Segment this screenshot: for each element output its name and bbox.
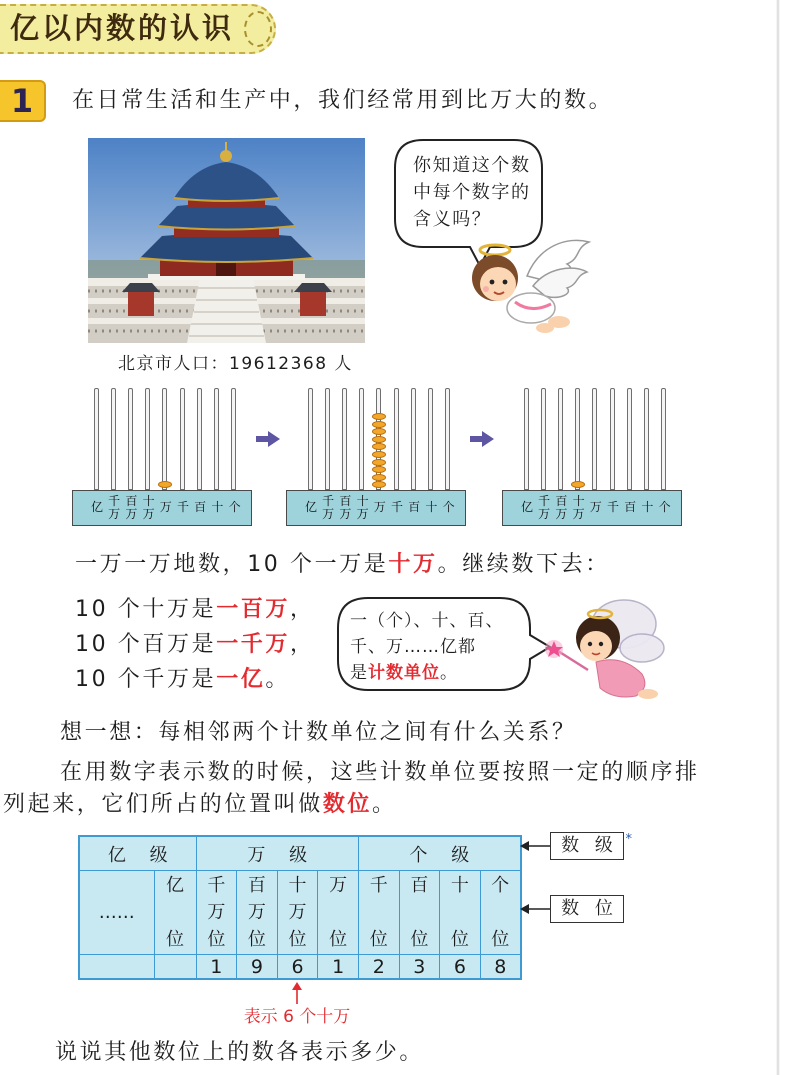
abacus-label-char: 百 [624,500,637,514]
footer-prompt: 说说其他数位上的数各表示多少。 [55,1040,425,1065]
place-row [79,871,521,955]
gold-finial [220,150,232,162]
bubble-units-pre: 是 [350,663,368,683]
bubble-units-line-3 [350,660,458,686]
digit-cell-empty [79,955,154,980]
counting-line-2 [75,632,315,658]
abacus-label-char: 万 [356,506,369,521]
abacus-place-label [658,491,672,524]
level-footnote-mark: * [625,832,632,847]
abacus-place-label [90,491,104,524]
paragraph-em: 数位 [322,792,373,817]
fairy-character [538,596,673,704]
level-wan-cell: 万 级 [196,836,358,871]
abacus-rod [111,388,116,490]
abacus-rod [359,388,364,490]
level-row [79,836,521,871]
counting-line-post: 。 [265,667,291,692]
counting-intro-em: 十万 [388,552,438,577]
abacus-place-label [193,491,207,524]
abacus-bead [372,421,386,428]
abacus-label-char: 十 [572,493,585,508]
abacus-rod [162,388,167,490]
abacus-rod [325,388,330,490]
abacus-base [72,490,252,526]
section-number-badge: 1 [0,80,46,122]
abacus-rod [231,388,236,490]
paragraph-line-1: 在用数字表示数的时候，这些计数单位要按照一定的顺序排 [60,760,700,785]
abacus-label-char: 万 [572,506,585,521]
place-ellipsis-cell: …… [79,871,154,955]
abacus-place-label [520,491,534,524]
abacus-label-char: 百 [339,493,352,508]
abacus-rod [197,388,202,490]
abacus-bead [571,481,585,488]
level-ge-cell: 个 级 [358,836,520,871]
bubble-question-line-1: 你知道这个数 [413,155,531,176]
place-label: 数 位 [561,898,613,919]
paragraph-line-2 [3,792,397,818]
banner-ring-icon [244,11,272,47]
digit-cell: 6 [277,955,318,980]
abacus-place-label [228,491,242,524]
bubble-units-em: 计数单位 [368,663,440,683]
arrow-up-icon [290,982,304,1004]
abacus-place-label [554,491,568,524]
place-baiwan-cell: 百 万 位 [237,871,278,955]
page-edge [776,0,780,1075]
photo-caption: 北京市人口：19612368 人 [118,354,353,374]
arrow-left-icon [520,902,552,916]
abacus-place-label [107,491,121,524]
bubble-question-line-3: 含义吗？ [413,209,492,230]
abacus-place-label [304,491,318,524]
abacus-bead [372,451,386,458]
abacus-label-char: 百 [125,493,138,508]
level-label: 数 级 [561,835,613,856]
abacus-place-label [356,491,370,524]
abacus-base [502,490,682,526]
counting-line-post: ， [290,597,315,622]
abacus-label-char: 十 [425,500,438,514]
abacus-rod [342,388,347,490]
abacus-rod [128,388,133,490]
abacus-rod [558,388,563,490]
roof-lower [140,233,313,262]
abacus-label-char: 万 [589,500,602,514]
digit-cell: 8 [480,955,521,980]
digit-annotation: 表示 6 个十万 [243,1007,351,1027]
digit-cell: 3 [399,955,440,980]
counting-line-pre: 10 个百万是 [75,632,217,657]
temple-of-heaven-photo [88,138,365,343]
digit-row [79,955,521,980]
abacus-place-label [640,491,654,524]
abacus-label-char: 百 [555,493,568,508]
paragraph-pre: 列起来，它们所占的位置叫做 [3,792,323,817]
abacus-place-label [210,491,224,524]
abacus-rod [145,388,150,490]
abacus-place-label [321,491,335,524]
abacus-label-char: 个 [228,500,241,514]
abacus-bead [372,459,386,466]
abacus-rod [661,388,666,490]
abacus-bead [372,466,386,473]
abacus-label-char: 万 [142,506,155,521]
abacus-label-char: 亿 [90,500,103,514]
abacus-place-label [159,491,173,524]
counting-line-3 [75,667,290,693]
abacus-label-char: 百 [408,500,421,514]
abacus-rod [610,388,615,490]
digit-cell: 1 [318,955,359,980]
bubble-units-line-2: 千、万……亿都 [350,637,476,657]
arrow-right-icon [470,431,494,447]
abacus-label-char: 千 [176,500,189,514]
chapter-title: 亿以内数的认识 [10,11,235,45]
abacus-label-char: 十 [641,500,654,514]
digit-cell: 2 [358,955,399,980]
bubble-units-line-1: 一（个）、十、百、 [350,611,504,631]
abacus-panel-1 [72,385,252,527]
counting-line-em: 一亿 [216,667,266,692]
abacus-rod [541,388,546,490]
section-intro: 在日常生活和生产中，我们经常用到比万大的数。 [72,88,614,113]
abacus-label-char: 千 [538,493,551,508]
abacus-place-label [623,491,637,524]
bubble-question-line-2: 中每个数字的 [413,182,531,203]
abacus-rod [394,388,399,490]
counting-intro-pre: 一万一万地数，10 个一万是 [75,552,389,577]
abacus-rod [428,388,433,490]
paragraph-post: 。 [372,792,397,817]
counting-line-1 [75,597,315,623]
abacus-place-label [442,491,456,524]
abacus-place-label [589,491,603,524]
level-yi-cell: 亿 级 [79,836,196,871]
abacus-place-label [424,491,438,524]
place-bai-cell: 百 位 [399,871,440,955]
digit-cell: 6 [440,955,481,980]
abacus-label-char: 个 [442,500,455,514]
place-shi-cell: 十 位 [440,871,481,955]
abacus-place-label [537,491,551,524]
digit-cell: 9 [237,955,278,980]
abacus-rod [94,388,99,490]
abacus-panel-2 [286,385,466,527]
abacus-label-char: 万 [322,506,335,521]
abacus-place-label [572,491,586,524]
place-ge-cell: 个 位 [480,871,521,955]
counting-line-em: 一百万 [216,597,291,622]
abacus-place-label [407,491,421,524]
abacus-label-char: 亿 [304,500,317,514]
think-prompt: 想一想：每相邻两个计数单位之间有什么关系？ [60,720,577,745]
abacus-bead [158,481,172,488]
abacus-label-char: 千 [108,493,121,508]
halo-icon [480,245,510,255]
place-shiwan-cell: 十 万 位 [277,871,318,955]
counting-line-pre: 10 个千万是 [75,667,217,692]
place-value-table [78,835,522,980]
abacus-bead [372,436,386,443]
angel-character [455,234,595,339]
abacus-bead [372,481,386,488]
arrow-right-icon [256,431,280,447]
counting-line-post: ， [290,632,315,657]
abacus-rod [592,388,597,490]
abacus-label-char: 万 [125,506,138,521]
level-label-box [550,832,632,860]
arrow-left-icon [520,839,552,853]
abacus-label-char: 千 [322,493,335,508]
abacus-rod [627,388,632,490]
abacus-place-label [606,491,620,524]
abacus-place-label [176,491,190,524]
abacus-label-char: 十 [142,493,155,508]
abacus-base [286,490,466,526]
digit-cell-empty [154,955,196,980]
abacus-label-char: 十 [356,493,369,508]
place-qian-cell: 千 位 [358,871,399,955]
counting-intro [75,552,610,578]
place-yi-cell: 亿 位 [154,871,196,955]
abacus-bead [372,443,386,450]
abacus-label-char: 千 [606,500,619,514]
abacus-label-char: 万 [373,500,386,514]
abacus-label-char: 万 [339,506,352,521]
place-qianwan-cell: 千 万 位 [196,871,237,955]
abacus-label-char: 万 [159,500,172,514]
abacus-panel-3 [502,385,682,527]
abacus-rod [445,388,450,490]
abacus-label-char: 十 [211,500,224,514]
abacus-label-char: 万 [538,506,551,521]
abacus-place-label [390,491,404,524]
abacus-label-char: 万 [108,506,121,521]
counting-line-em: 一千万 [216,632,291,657]
counting-line-pre: 10 个十万是 [75,597,217,622]
abacus-rod [214,388,219,490]
abacus-place-label [124,491,138,524]
abacus-rod [308,388,313,490]
abacus-rod [644,388,649,490]
abacus-rod [411,388,416,490]
abacus-rod [575,388,580,490]
abacus-label-char: 百 [194,500,207,514]
counting-intro-post: 。继续数下去： [437,552,610,577]
digit-cell: 1 [196,955,237,980]
place-wan-cell: 万 位 [318,871,359,955]
place-label-box [550,895,624,923]
abacus-place-label [338,491,352,524]
abacus-place-label [142,491,156,524]
bubble-units-post: 。 [440,663,458,683]
abacus-bead [372,413,386,420]
abacus-label-char: 个 [658,500,671,514]
abacus-rod [180,388,185,490]
abacus-label-char: 千 [390,500,403,514]
abacus-label-char: 万 [555,506,568,521]
abacus-label-char: 亿 [520,500,533,514]
abacus-bead [372,428,386,435]
abacus-place-label [373,491,387,524]
abacus-rod [524,388,529,490]
abacus-bead [372,474,386,481]
